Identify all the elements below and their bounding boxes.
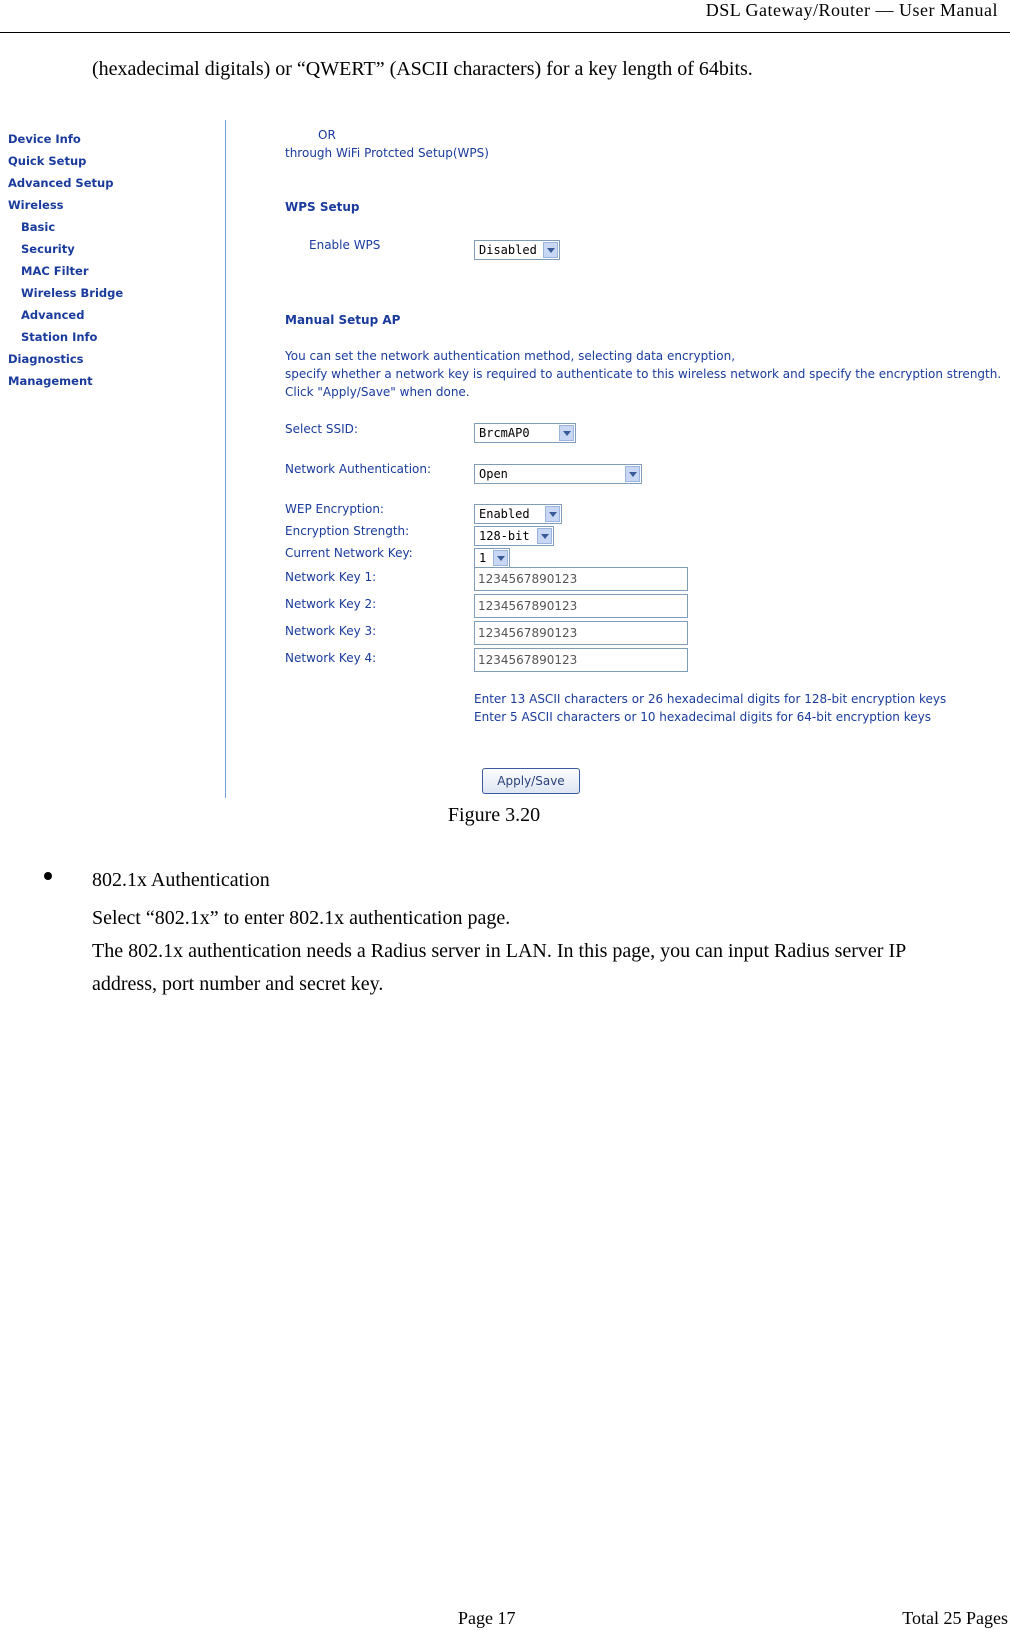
- bullet-dot-icon: [44, 872, 52, 880]
- network-key-3-input[interactable]: 1234567890123: [474, 621, 688, 645]
- nav-wireless-security[interactable]: Security: [21, 242, 75, 256]
- wps-intro-text: through WiFi Protcted Setup(WPS): [285, 146, 489, 160]
- header-rule: [0, 32, 1010, 33]
- section-line-3: address, port number and secret key.: [92, 973, 384, 995]
- network-auth-value: Open: [479, 467, 508, 481]
- enable-wps-select[interactable]: [474, 240, 560, 260]
- sidebar-divider: [225, 120, 226, 798]
- description-line-1: You can set the network authentication method, selecting data encryption,: [285, 349, 736, 363]
- section-body: [92, 902, 992, 1001]
- manual-setup-heading: Manual Setup AP: [285, 313, 401, 327]
- network-key-4-input[interactable]: 1234567890123: [474, 648, 688, 672]
- nav-mac-filter[interactable]: MAC Filter: [21, 264, 89, 278]
- network-auth-label: Network Authentication:: [285, 462, 432, 476]
- nav-wireless-advanced[interactable]: Advanced: [21, 308, 85, 322]
- encryption-strength-select[interactable]: [474, 526, 554, 546]
- section-bullet-title: 802.1x Authentication: [92, 869, 270, 891]
- enable-wps-label: Enable WPS: [309, 238, 381, 252]
- figure-caption: Figure 3.20: [447, 804, 541, 826]
- nav-station-info[interactable]: Station Info: [21, 330, 98, 344]
- hint-128-bit: Enter 13 ASCII characters or 26 hexadecimal digits for 128-bit encryption keys: [474, 692, 947, 706]
- current-key-value: 1: [479, 551, 487, 565]
- wps-setup-heading: WPS Setup: [285, 200, 360, 214]
- select-ssid-label: Select SSID:: [285, 422, 358, 436]
- network-auth-select[interactable]: [474, 464, 642, 484]
- chevron-down-icon: [559, 425, 574, 441]
- intro-text: (hexadecimal digitals) or “QWERT” (ASCII characters) for a key length of 64bits.: [92, 58, 753, 80]
- nav-quick-setup[interactable]: Quick Setup: [8, 154, 87, 168]
- description-line-3: Click "Apply/Save" when done.: [285, 385, 470, 399]
- nav-wireless-basic[interactable]: Basic: [21, 220, 56, 234]
- or-text: OR: [318, 128, 336, 142]
- network-key-4-label: Network Key 4:: [285, 651, 377, 665]
- current-key-select[interactable]: [474, 548, 510, 568]
- nav-diagnostics[interactable]: Diagnostics: [8, 352, 84, 366]
- running-header: DSL Gateway/Router — User Manual: [705, 0, 998, 20]
- encryption-strength-label: Encryption Strength:: [285, 524, 410, 538]
- wep-encryption-select[interactable]: [474, 504, 562, 524]
- nav-wireless-bridge[interactable]: Wireless Bridge: [21, 286, 124, 300]
- router-config-screenshot: [0, 118, 1000, 798]
- hint-64-bit: Enter 5 ASCII characters or 10 hexadecimal digits for 64-bit encryption keys: [474, 710, 931, 724]
- current-key-label: Current Network Key:: [285, 546, 413, 560]
- nav-advanced-setup[interactable]: Advanced Setup: [8, 176, 114, 190]
- nav-wireless[interactable]: Wireless: [8, 198, 64, 212]
- footer-total-pages: Total 25 Pages: [902, 1608, 1008, 1628]
- description-line-2: specify whether a network key is required to authenticate to this wireless network and specify the encryption strength.: [285, 367, 1002, 381]
- network-key-1-input[interactable]: 1234567890123: [474, 567, 688, 591]
- nav-management[interactable]: Management: [8, 374, 93, 388]
- footer-page-number: Page 17: [458, 1608, 516, 1628]
- ssid-select[interactable]: [474, 423, 576, 443]
- chevron-down-icon: [543, 242, 558, 258]
- chevron-down-icon: [625, 466, 640, 482]
- network-key-2-label: Network Key 2:: [285, 597, 377, 611]
- section-line-2: The 802.1x authentication needs a Radius server in LAN. In this page, you can input Radius server IP: [92, 940, 907, 962]
- enable-wps-value: Disabled: [479, 243, 537, 257]
- chevron-down-icon: [537, 528, 552, 544]
- ssid-value: BrcmAP0: [479, 426, 530, 440]
- network-key-2-input[interactable]: 1234567890123: [474, 594, 688, 618]
- wep-encryption-label: WEP Encryption:: [285, 502, 384, 516]
- apply-save-button[interactable]: Apply/Save: [482, 768, 580, 794]
- nav-device-info[interactable]: Device Info: [8, 132, 81, 146]
- network-key-1-label: Network Key 1:: [285, 570, 377, 584]
- network-key-3-label: Network Key 3:: [285, 624, 377, 638]
- encryption-strength-value: 128-bit: [479, 529, 530, 543]
- wep-encryption-value: Enabled: [479, 507, 530, 521]
- section-line-1: Select “802.1x” to enter 802.1x authentication page.: [92, 907, 511, 929]
- chevron-down-icon: [545, 506, 560, 522]
- chevron-down-icon: [493, 550, 508, 566]
